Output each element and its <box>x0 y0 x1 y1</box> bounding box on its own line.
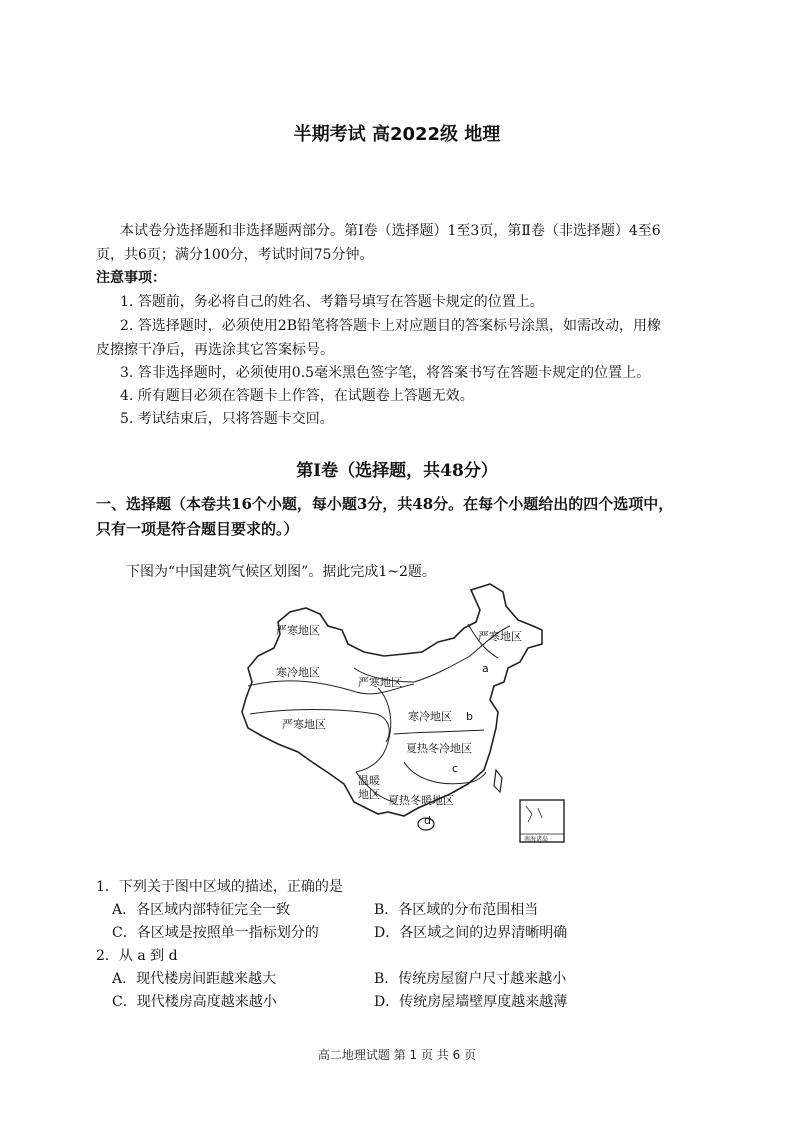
q2-option-c[interactable]: C．现代楼房高度越来越小 <box>112 994 277 1010</box>
label-nw-severe: 严寒地区 <box>276 624 320 637</box>
page-footer: 高二地理试题 第 1 页 共 6 页 <box>317 1048 477 1062</box>
boundary-cold-hscw <box>394 730 484 734</box>
note-item-1: 1. 答题前，务必将自己的姓名、考籍号填写在答题卡规定的位置上。 <box>120 294 544 310</box>
boundary-hscw-hsww <box>404 762 486 784</box>
boundary-west-east <box>356 688 391 772</box>
label-tibet-severe: 严寒地区 <box>282 718 326 731</box>
label-hscw: 夏热冬冷地区 <box>406 742 472 755</box>
q2-option-b[interactable]: B．传统房屋窗户尺寸越来越小 <box>374 971 567 987</box>
note-item-4: 4. 所有题目必须在答题卡上作答，在试题卷上答题无效。 <box>120 388 474 404</box>
q1-option-b[interactable]: B．各区域的分布范围相当 <box>374 902 539 918</box>
label-point-d: d <box>424 814 431 827</box>
q1-option-a[interactable]: A．各区域内部特征完全一致 <box>112 902 291 918</box>
taiwan-island <box>494 770 502 792</box>
note-item-2: 2. 答选择题时，必须使用2B铅笔将答题卡上对应题目的答案标号涂黑，如需改动，用橡 <box>120 318 662 334</box>
q2-option-d[interactable]: D．传统房屋墙壁厚度越来越薄 <box>374 994 568 1010</box>
section-title: 第Ⅰ卷（选择题，共48分） <box>296 461 498 481</box>
question-stem-intro: 下图为“中国建筑气候区划图”。据此完成1~2题。 <box>126 564 436 580</box>
part1-instructions: 一、选择题（本卷共16个小题，每小题3分，共48分。在每个小题给出的四个选项中， <box>96 495 674 513</box>
label-point-b: b <box>466 710 473 723</box>
label-east-cold: 寒冷地区 <box>408 710 452 723</box>
page-title: 半期考试 高2022级 地理 <box>293 124 501 145</box>
intro-line-1: 本试卷分选择题和非选择题两部分。第Ⅰ卷（选择题）1至3页，第Ⅱ卷（非选择题）4至6 <box>120 223 661 239</box>
q2-option-a[interactable]: A．现代楼房间距越来越大 <box>112 971 277 987</box>
inset-label: 南海诸岛 <box>524 836 549 843</box>
label-north-severe: 严寒地区 <box>358 676 402 689</box>
part1-instructions-cont: 只有一项是符合题目要求的。） <box>96 520 299 538</box>
label-warm-2: 地区 <box>358 788 380 801</box>
question-1-stem: 1．下列关于图中区域的描述，正确的是 <box>96 879 343 895</box>
intro-line-2: 页，共6页；满分100分，考试时间75分钟。 <box>96 247 374 263</box>
label-nw-cold: 寒冷地区 <box>276 666 320 679</box>
label-hsww: 夏热冬暖地区 <box>388 794 454 807</box>
china-climate-map <box>228 582 572 846</box>
label-point-a: a <box>482 662 489 675</box>
q1-option-d[interactable]: D．各区域之间的边界清晰明确 <box>374 925 568 941</box>
label-point-c: c <box>452 762 459 775</box>
label-ne-severe: 严寒地区 <box>478 630 522 643</box>
question-2-stem: 2．从 a 到 d <box>96 948 178 964</box>
note-item-5: 5. 考试结束后，只将答题卡交回。 <box>120 411 334 427</box>
note-item-2-cont: 皮擦擦干净后，再选涂其它答案标号。 <box>96 342 334 358</box>
q1-option-c[interactable]: C．各区域是按照单一指标划分的 <box>112 925 319 941</box>
note-item-3: 3. 答非选择题时，必须使用0.5毫米黑色签字笔，将答案书写在答题卡规定的位置上。 <box>120 365 651 381</box>
notes-heading: 注意事项： <box>96 270 166 286</box>
map-outline <box>242 584 542 816</box>
label-warm-1: 温暖 <box>358 774 380 787</box>
